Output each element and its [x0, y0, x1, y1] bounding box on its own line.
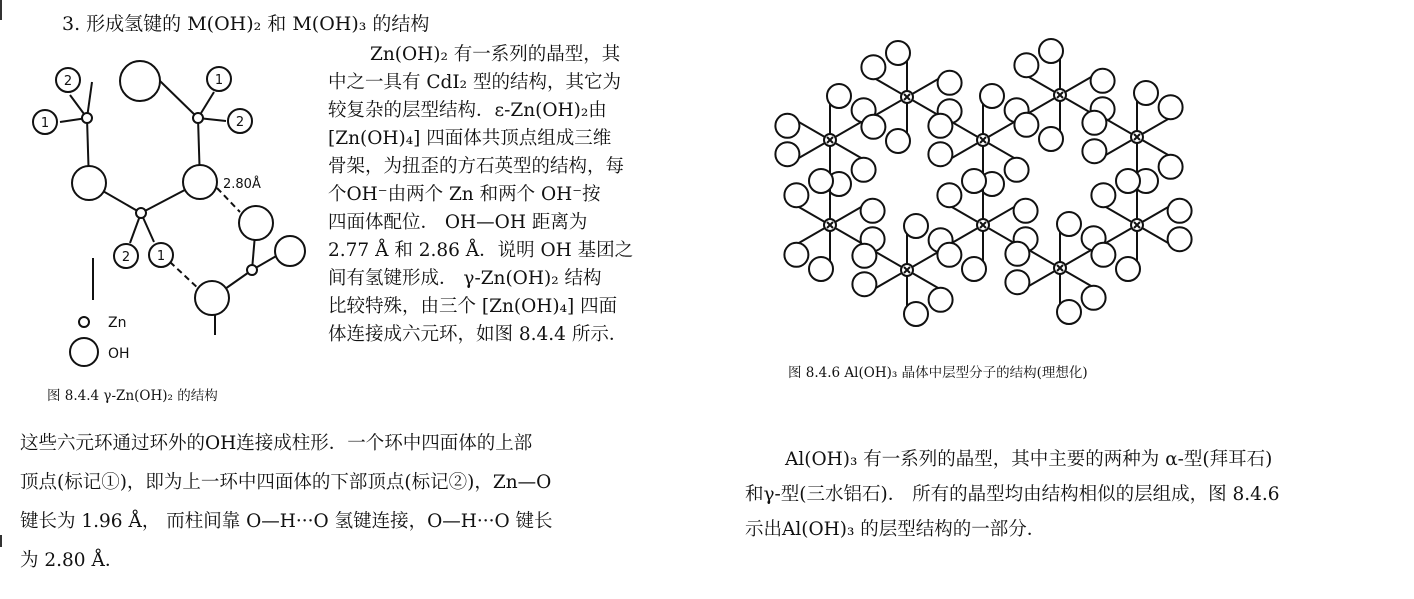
oh-group [809, 257, 833, 281]
body-paragraph [745, 442, 1400, 547]
oh-group [1091, 183, 1115, 207]
text-line: 较复杂的层型结构．ε-Zn(OH)₂由 [328, 100, 607, 121]
oh-group [852, 158, 876, 182]
text-line: 四面体配位． OH—OH 距离为 [328, 212, 588, 233]
oh-group [980, 84, 1004, 108]
oh-group [1168, 199, 1192, 223]
oh-group [1082, 139, 1106, 163]
label-2: 2 [235, 115, 245, 130]
oh-group [852, 272, 876, 296]
figure-8-4-6-caption: 图 8.4.6 Al(OH)₃ 晶体中层型分子的结构(理想化) [788, 365, 1088, 381]
oh-group [886, 41, 910, 65]
distance-label: 2.80Å [223, 177, 261, 192]
text-line: 键长为 1.96 Å， 而柱间靠 O—H···O 氢键连接，O—H···O 键长 [20, 511, 553, 532]
body-text-column [328, 41, 680, 349]
oh-group [1091, 69, 1115, 93]
oh-group [1039, 127, 1063, 151]
oh-group [1168, 227, 1192, 251]
oh-group [809, 169, 833, 193]
text-line: 个OH⁻由两个 Zn 和两个 OH⁻按 [328, 184, 601, 205]
oh-group [938, 71, 962, 95]
oh-group [928, 114, 952, 138]
oh-group [928, 142, 952, 166]
oh-group [1091, 243, 1115, 267]
text-line: 间有氢键形成． γ-Zn(OH)₂ 结构 [328, 268, 602, 289]
label-1: 1 [214, 73, 224, 88]
oh-group [1014, 199, 1038, 223]
oh-group [1057, 212, 1081, 236]
oh-group [1014, 53, 1038, 77]
oh-group [1134, 81, 1158, 105]
legend-oh-label: OH [108, 346, 130, 362]
text-line: 比较特殊，由三个 [Zn(OH)₄] 四面 [328, 296, 618, 317]
text-line: Al(OH)₃ 有一系列的晶型，其中主要的两种为 α-型(拜耳石) [785, 449, 1273, 470]
label-2: 2 [63, 74, 73, 89]
zn-legend-symbol [79, 317, 89, 327]
oh-group [861, 115, 885, 139]
legend-zn-label: Zn [108, 315, 127, 331]
section-heading: 3. 形成氢键的 M(OH)₂ 和 M(OH)₃ 的结构 [62, 13, 430, 35]
oh-group [1082, 111, 1106, 135]
oh-group [861, 55, 885, 79]
scan-edge-mark [0, 535, 2, 547]
oh-group [1039, 39, 1063, 63]
oh-group [1005, 242, 1029, 266]
oh-legend-symbol [70, 338, 98, 366]
oh-group [827, 84, 851, 108]
text-line: Zn(OH)₂ 有一系列的晶型，其 [370, 44, 621, 65]
text-line: 和γ-型(三水铝石)． 所有的晶型均由结构相似的层组成，图 8.4.6 [745, 484, 1280, 505]
oh-group [1057, 300, 1081, 324]
oh-group [784, 243, 808, 267]
text-line: 2.77 Å 和 2.86 Å．说明 OH 基团之 [328, 240, 634, 261]
label-1: 1 [156, 249, 166, 264]
figure-8-4-4-diagram [0, 40, 320, 370]
oh-group [1005, 158, 1029, 182]
text-line: 骨架，为扭歪的方石英型的结构，每 [328, 156, 625, 177]
oh-group [904, 302, 928, 326]
text-line: 这些六元环通过环外的OH连接成柱形．一个环中四面体的上部 [20, 433, 533, 454]
oh-group [962, 169, 986, 193]
scan-edge-mark [0, 0, 2, 20]
label-2: 2 [121, 250, 131, 265]
oh-group [775, 114, 799, 138]
oh-group [775, 142, 799, 166]
text-line: 示出Al(OH)₃ 的层型结构的一部分． [745, 519, 1046, 540]
oh-group [937, 183, 961, 207]
oh-group [929, 288, 953, 312]
oh-group [904, 214, 928, 238]
oh-group [1116, 169, 1140, 193]
text-line: 为 2.80 Å． [20, 550, 124, 571]
oh-group [1159, 155, 1183, 179]
text-line: [Zn(OH)₄] 四面体共顶点组成三维 [328, 128, 612, 149]
oh-group [852, 244, 876, 268]
text-line: 中之一具有 CdI₂ 型的结构，其它为 [328, 72, 621, 93]
oh-group [784, 183, 808, 207]
oh-group [1005, 270, 1029, 294]
figure-8-4-6-diagram [750, 30, 1220, 340]
text-line: 顶点(标记①)，即为上一环中四面体的下部顶点(标记②)，Zn—O [20, 472, 552, 493]
oh-group [1116, 257, 1140, 281]
oh-group [861, 199, 885, 223]
text-line: 体连接成六元环，如图 8.4.4 所示． [328, 324, 628, 345]
oh-group [1159, 95, 1183, 119]
oh-group [1082, 286, 1106, 310]
oh-group [886, 129, 910, 153]
label-1: 1 [40, 116, 50, 131]
oh-group [1014, 113, 1038, 137]
oh-group [937, 243, 961, 267]
figure-8-4-4-caption: 图 8.4.4 γ-Zn(OH)₂ 的结构 [47, 388, 218, 404]
oh-group [962, 257, 986, 281]
